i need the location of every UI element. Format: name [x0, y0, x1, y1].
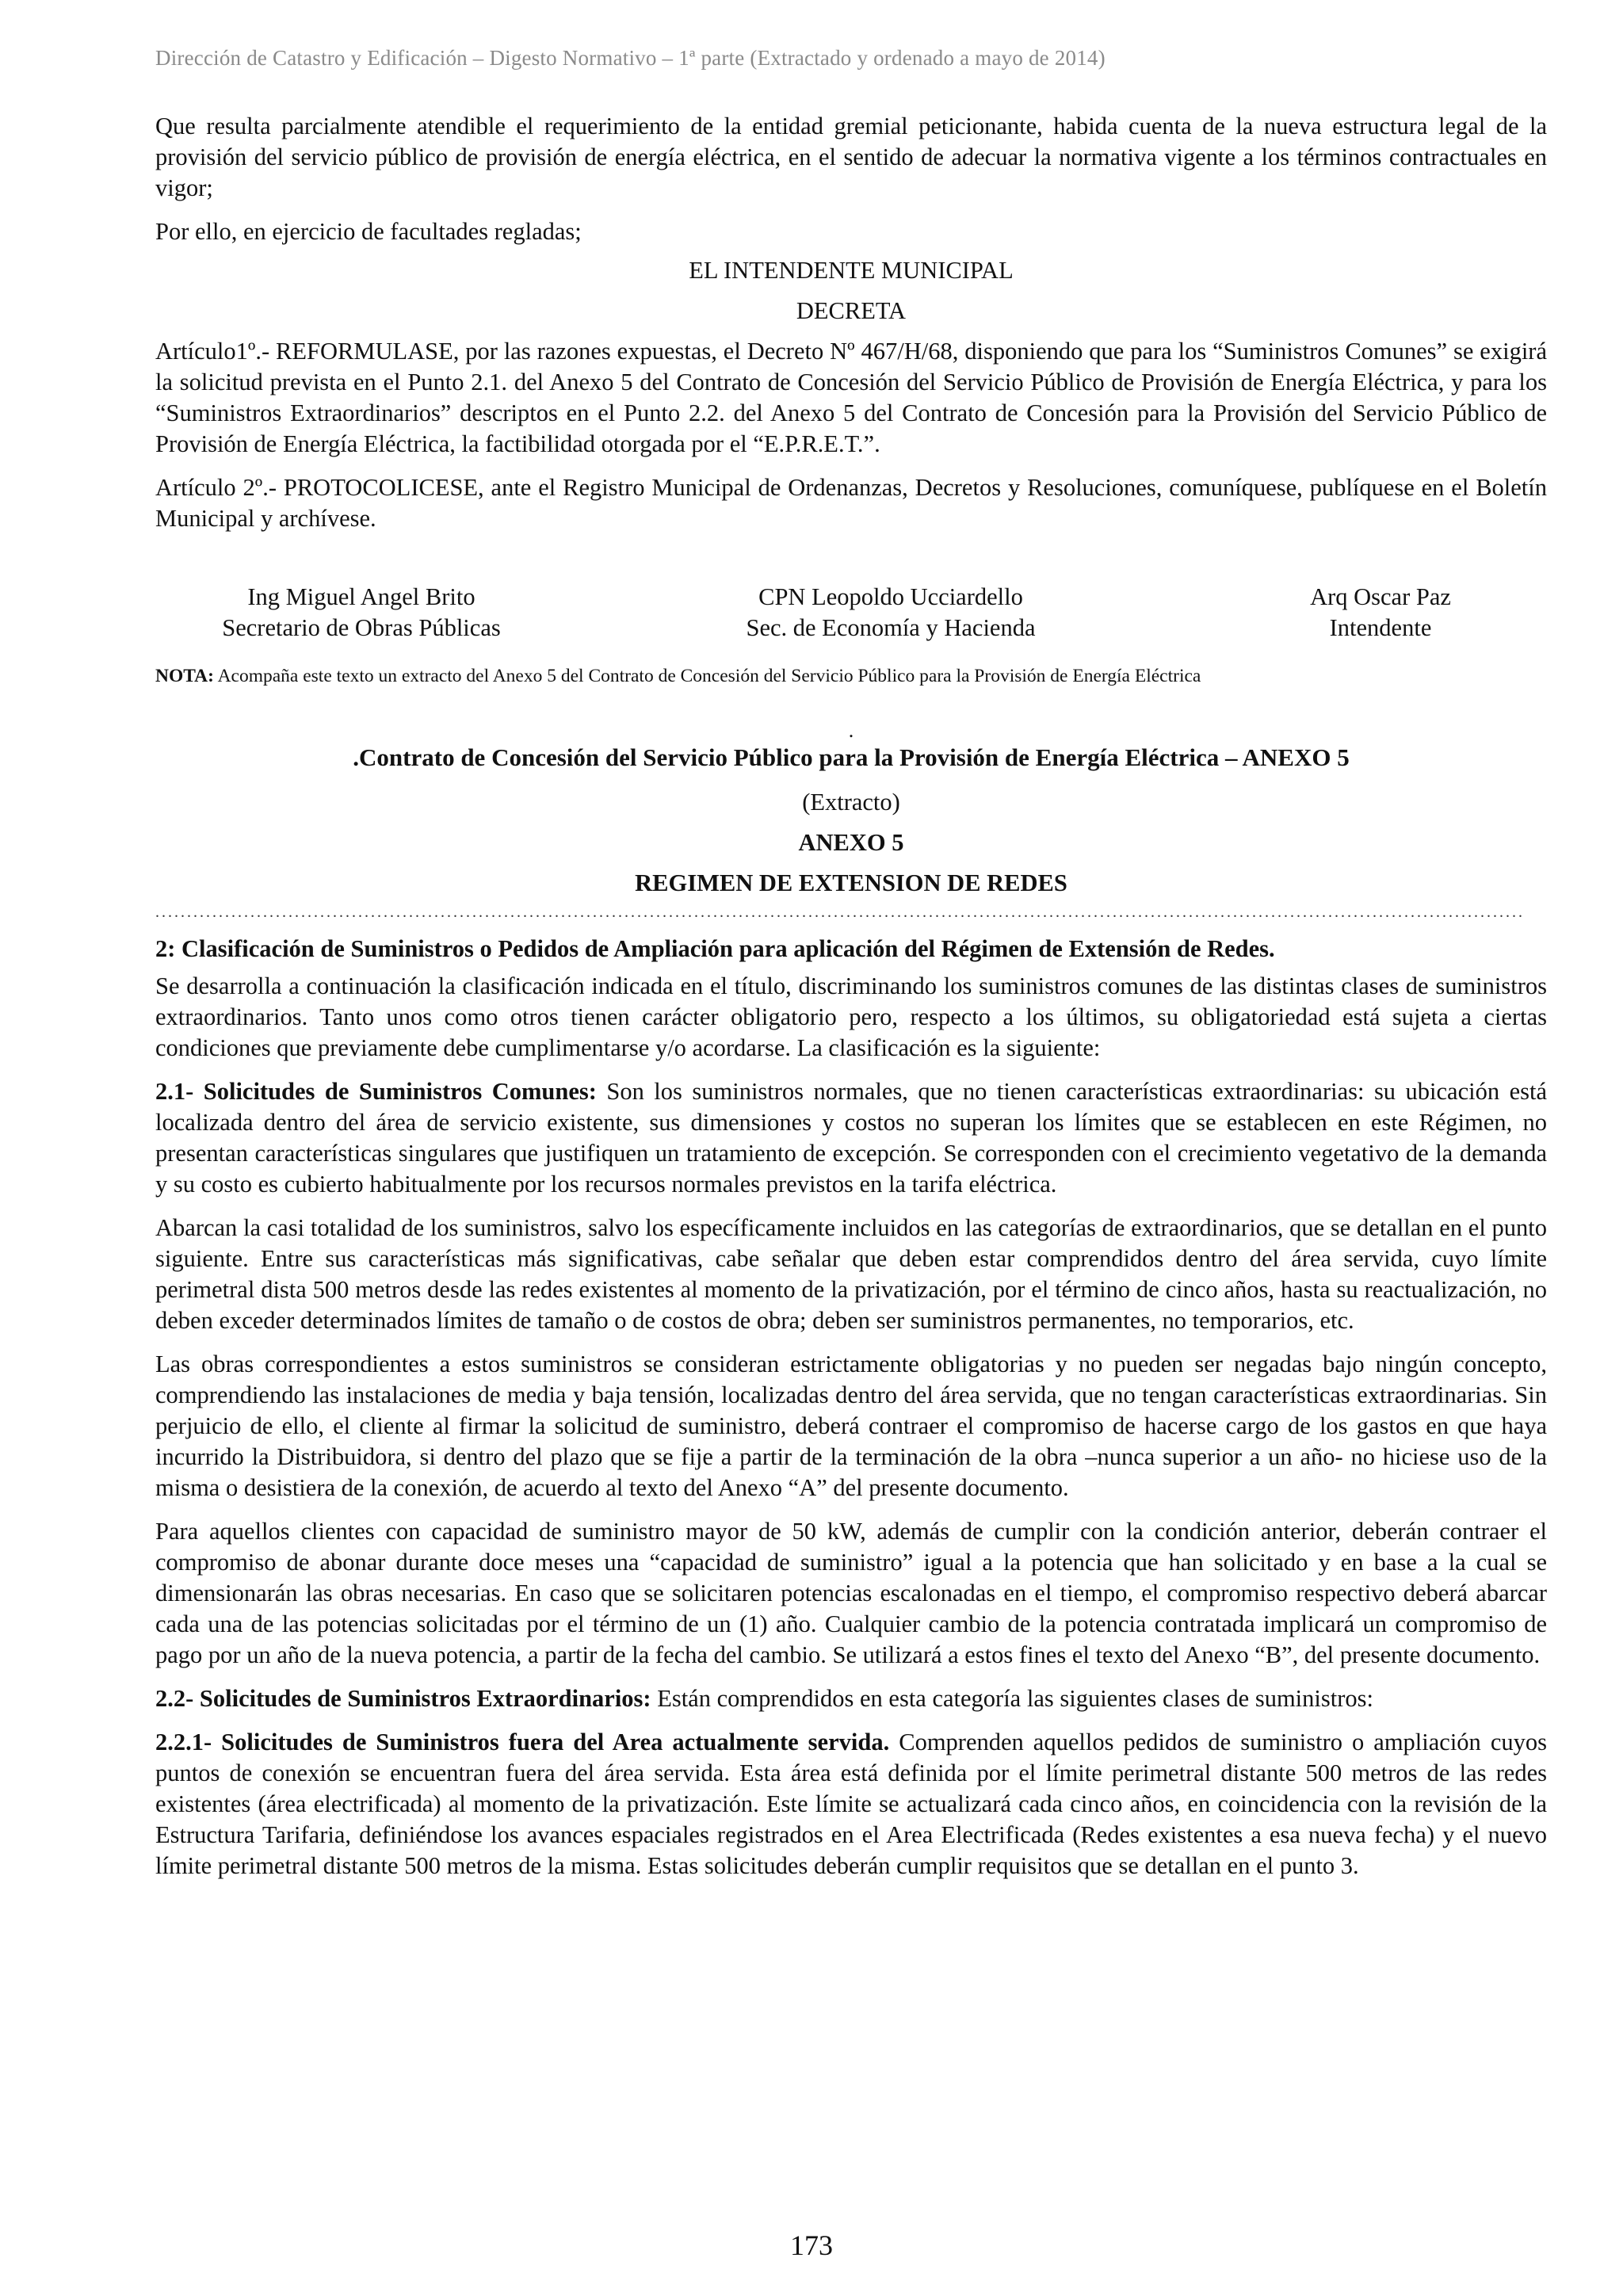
section-2-2-1-paragraph: [155, 1727, 1547, 1881]
section-2-2-1-text: Comprenden aquellos pedidos de suministro o ampliación cuyos puntos de conexión se encuentran fuera del área servida. Esta área está definida por el límite perimetral distante 500 metros de las redes existentes (área electrificada) al momento de la privatización. Este límite se actualizará cada cinco años, en coincidencia con la revisión de la Estructura Tarifaria, definiéndose los avances espaciales registrados en el Area Electrificada (Redes existentes a esa nueva fecha) y el nuevo límite perimetral distante 500 metros de la misma. Estas solicitudes deberán cumplir requisitos que se detallan en el punto 3.: [155, 1729, 1547, 1879]
signature-3: [1214, 582, 1547, 644]
regimen-heading: REGIMEN DE EXTENSION DE REDES: [635, 869, 1067, 896]
section-2-2-paragraph: [155, 1683, 1547, 1714]
signature-name: CPN Leopoldo Ucciardello: [758, 583, 1023, 610]
annex-title-prefix: .: [353, 743, 360, 771]
nota-text: Acompaña este texto un extracto del Anexo 5 del Contrato de Concesión del Servicio Público para la Provisión de Energía Eléctrica: [213, 666, 1201, 686]
section-2-heading: 2: Clasificación de Suministros o Pedidos de Ampliación para aplicación del Régimen de Extensión de Redes.: [155, 935, 1275, 962]
por-ello-paragraph: Por ello, en ejercicio de facultades regladas;: [155, 218, 582, 245]
signature-name: Ing Miguel Angel Brito: [247, 583, 475, 610]
signature-1: [155, 582, 567, 644]
signature-role: Secretario de Obras Públicas: [222, 614, 501, 641]
extract-label: (Extracto): [802, 789, 900, 816]
section-2-2-text: Están comprendidos en esta categoría las siguientes clases de suministros:: [651, 1685, 1373, 1712]
nota: [155, 664, 1547, 688]
anexo-heading: ANEXO 5: [798, 829, 904, 856]
section-2-1-paragraph: [155, 1076, 1547, 1200]
authority-heading: EL INTENDENTE MUNICIPAL: [689, 257, 1014, 284]
signature-role: Intendente: [1329, 614, 1432, 641]
article-2: Artículo 2º.- PROTOCOLICESE, ante el Registro Municipal de Ordenanzas, Decretos y Resoluciones, comuníquese, publíquese en el Boletín Municipal y archívese.: [155, 474, 1547, 532]
section-2-1-paragraph-4: Para aquellos clientes con capacidad de suministro mayor de 50 kW, además de cumplir con la condición anterior, deberán contraer el compromiso de abonar durante doce meses una “capacidad de suministro” igual a la potencia que han solicitado y en base a la cual se dimensionarán las obras necesarias. En caso que se solicitaren potencias escalonadas en el tiempo, el compromiso respectivo deberá abarcar cada una de las potencias solicitadas por el término de un (1) año. Cualquier cambio de la potencia contratada implicará un compromiso de pago por un año de la nueva potencia, a partir de la fecha del cambio. Se utilizará a estos fines el texto del Anexo “B”, del presente documento.: [155, 1518, 1547, 1668]
section-2-1-paragraph-3: Las obras correspondientes a estos suministros se consideran estrictamente obligatorias y no pueden ser negadas bajo ningún concepto, comprendiendo las instalaciones de media y baja tensión, localizadas dentro del área servida, que no tengan características extraordinarias. Sin perjuicio de ello, el cliente al firmar la solicitud de suministro, deberá contraer el compromiso de hacerse cargo de los gastos en que haya incurrido la Distribuidora, si dentro del plazo que se fije a partir de la terminación de la obra –nunca superior a un año- no hiciese uso de la misma o desistiera de la conexión, de acuerdo al texto del Anexo “A” del presente documento.: [155, 1350, 1547, 1501]
annex-title-text: Contrato de Concesión del Servicio Público para la Provisión de Energía Eléctrica – ANEXO 5: [359, 743, 1350, 771]
considerando-paragraph: Que resulta parcialmente atendible el requerimiento de la entidad gremial peticionante, habida cuenta de la nueva estructura legal de la provisión del servicio público de provisión de energía eléctrica, en el sentido de adecuar la normativa vigente a los términos contractuales en vigor;: [155, 113, 1547, 201]
section-2-2-label: 2.2- Solicitudes de Suministros Extraordinarios:: [155, 1685, 651, 1712]
running-header: Dirección de Catastro y Edificación – Digesto Normativo – 1ª parte (Extractado y ordenado a mayo de 2014): [155, 46, 1106, 70]
signature-name: Arq Oscar Paz: [1310, 583, 1451, 610]
signature-2: [685, 582, 1097, 644]
stray-dot: .: [848, 719, 854, 742]
page-number: 173: [790, 2229, 833, 2261]
signature-block: [155, 582, 1547, 644]
article-1: Artículo1º.- REFORMULASE, por las razones expuestas, el Decreto Nº 467/H/68, disponiendo que para los “Suministros Comunes” se exigirá la solicitud prevista en el Punto 2.1. del Anexo 5 del Contrato de Concesión del Servicio Público de Provisión de Energía Eléctrica, y para los “Suministros Extraordinarios” descriptos en el Punto 2.2. del Anexo 5 del Contrato de Concesión para la Provisión del Servicio Público de Provisión de Energía Eléctrica, la factibilidad otorgada por el “E.P.R.E.T.”.: [155, 338, 1547, 457]
section-2-1-paragraph-2: Abarcan la casi totalidad de los suministros, salvo los específicamente incluidos en las categorías de extraordinarios, que se detallan en el punto siguiente. Entre sus características más significativas, cabe señalar que deben estar comprendidos dentro del área servida, cuyo límite perimetral dista 500 metros desde las redes existentes al momento de la privatización, por el término de cinco años, hasta su reactualización, no deben exceder determinados límites de tamaño o de costos de obra; deben ser suministros permanentes, no temporarios, etc.: [155, 1214, 1547, 1334]
dotted-separator: ........................................................................................................................................................................................................................: [155, 904, 1525, 921]
section-2-intro: Se desarrolla a continuación la clasificación indicada en el título, discriminando los suministros comunes de las distintas clases de suministros extraordinarios. Tanto unos como otros tienen carácter obligatorio pero, respecto a los últimos, su obligatoriedad está sujeta a ciertas condiciones que previamente debe cumplimentarse y/o acordarse. La clasificación es la siguiente:: [155, 972, 1547, 1061]
section-2-2-1-label: 2.2.1- Solicitudes de Suministros fuera del Area actualmente servida.: [155, 1729, 890, 1755]
signature-role: Sec. de Economía y Hacienda: [746, 614, 1036, 641]
document-body: [155, 111, 1547, 1894]
section-2-1-label: 2.1- Solicitudes de Suministros Comunes:: [155, 1078, 597, 1105]
section-2-1-text: Son los suministros normales, que no tienen características extraordinarias: su ubicación está localizada dentro del área de servicio existente, sus dimensiones y costos no superan los límites que se establecen en este Régimen, no presentan características singulares que justifiquen un tratamiento de excepción. Se corresponden con el crecimiento vegetativo de la demanda y su costo es cubierto habitualmente por los recursos normales previstos en la tarifa eléctrica.: [155, 1078, 1547, 1198]
decreta-heading: DECRETA: [796, 297, 907, 324]
annex-title: [155, 742, 1547, 773]
nota-label: NOTA:: [155, 666, 214, 686]
